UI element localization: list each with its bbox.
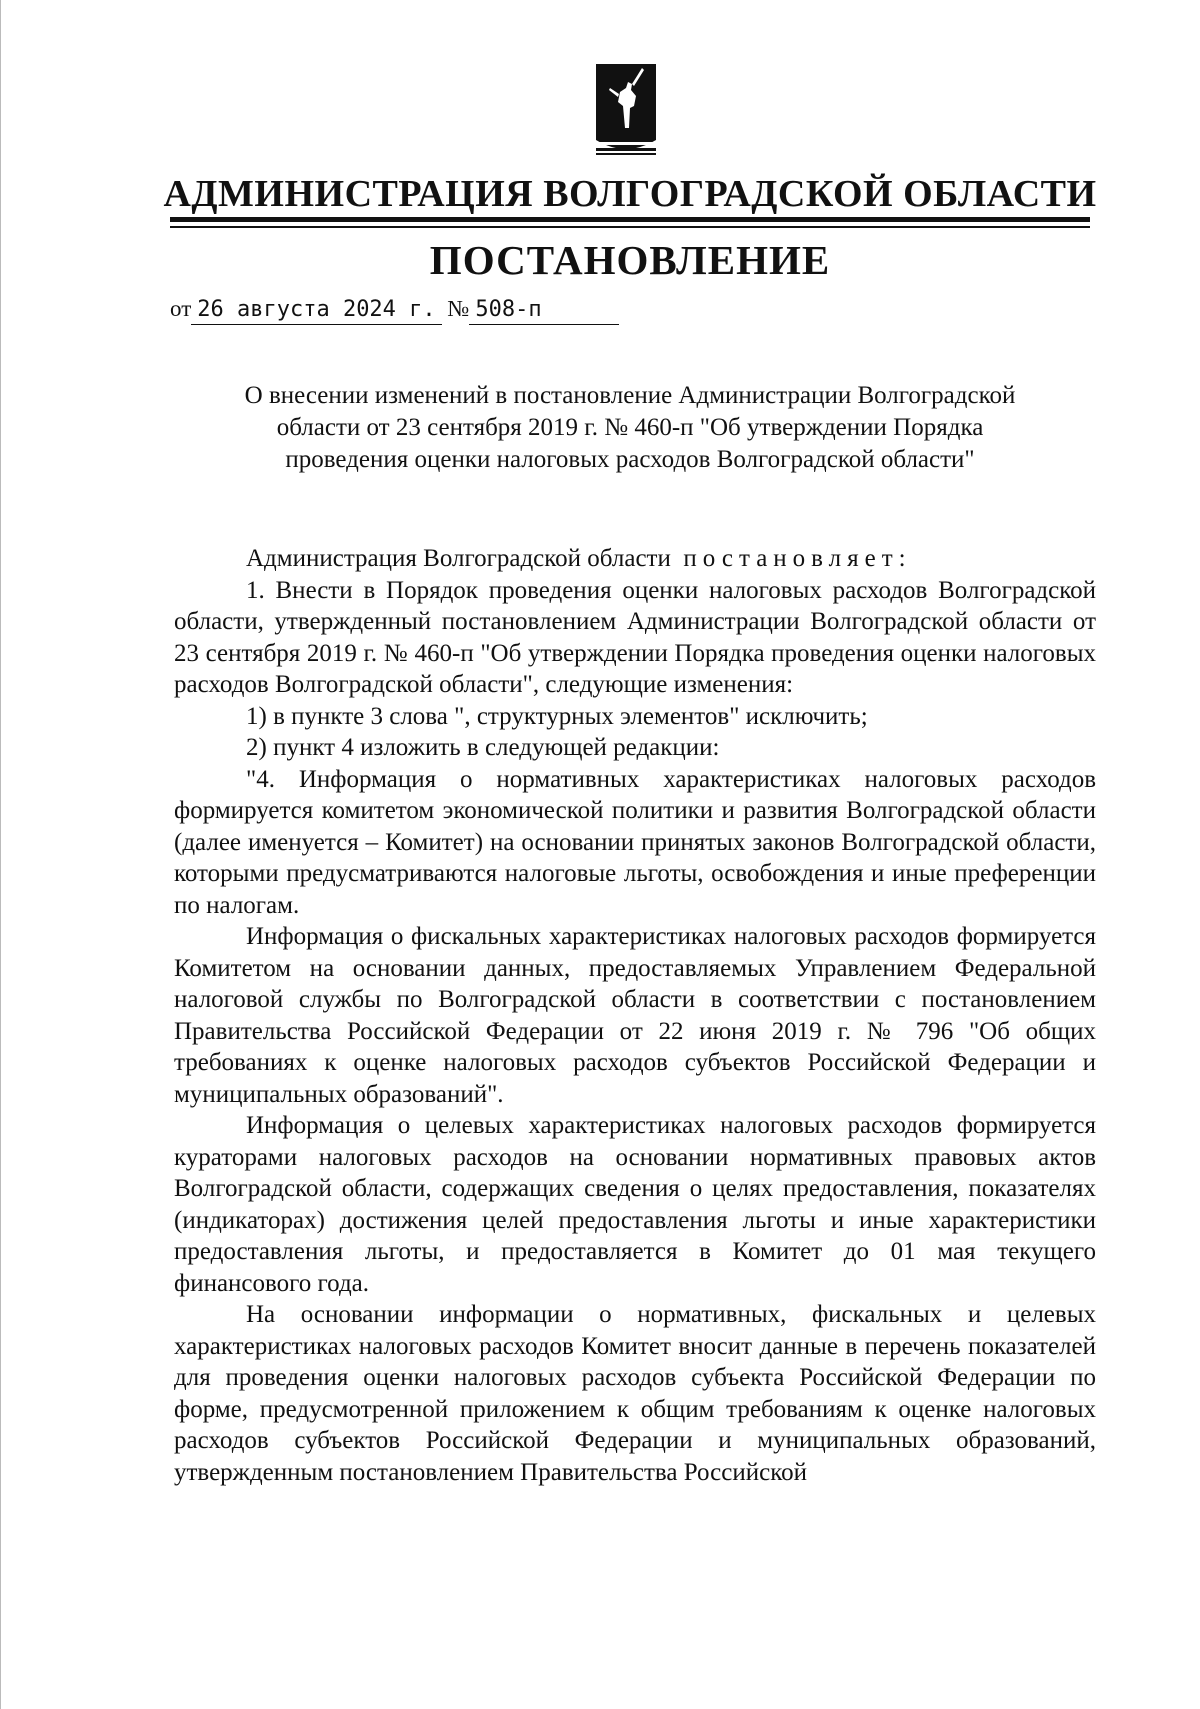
subject-line: проведения оценки налоговых расходов Волгоградской области" [285, 446, 975, 473]
paragraph: 1. Внести в Порядок проведения оценки налоговых расходов Волгоградской области, утвержденный постановлением Администрации Волгоградской области от 23 сентября 2019 г. № 460-п "Об утверждении Порядка проведения оценки налоговых расходов Волгоградской области", следующие изменения: [174, 576, 1096, 698]
paragraph: 1) в пункте 3 слова ", структурных элементов" исключить; [246, 702, 868, 730]
number-label: № [447, 296, 470, 321]
paragraph: Информация о целевых характеристиках налоговых расходов формируется кураторами налоговых расходов на основании нормативных правовых актов Волгоградской области, содержащих сведения о целях предоставления, показателях (индикаторах) достижения целей предоставления льготы и иные характеристики предоставления льготы, и предоставляется в Комитет до 01 мая текущего финансового года. [174, 1112, 1096, 1297]
dateline [170, 296, 619, 325]
paragraph: "4. Информация о нормативных характеристиках налоговых расходов формируется комитетом экономической политики и развития Волгоградской области (далее именуется – Комитет) на основании принятых законов Волгоградской области, которыми предусматриваются налоговые льготы, освобождения и иные преференции по налогам. [174, 765, 1096, 919]
header-rule-thin [170, 226, 1090, 228]
organization-title: АДМИНИСТРАЦИЯ ВОЛГОГРАДСКОЙ ОБЛАСТИ [163, 173, 1097, 215]
subject-line: области от 23 сентября 2019 г. № 460-п "Об утверждении Порядка [276, 414, 984, 441]
preamble [174, 543, 1096, 575]
subject-line: О внесении изменений в постановление Администрации Волгоградской [244, 382, 1016, 409]
paragraph: На основании информации о нормативных, фискальных и целевых характеристиках налоговых расходов Комитет вносит данные в перечень показателей для проведения оценки налоговых расходов субъекта Российской Федерации по форме, предусмотренной приложением к общим требованиям к оценке налоговых расходов субъектов Российской Федерации и муниципальных образований, утвержденным постановлением Правительства Российской [174, 1301, 1096, 1486]
date-from-label: от [170, 296, 192, 321]
header-rule-thick [170, 217, 1090, 222]
preamble-verb: постановляет: [683, 545, 912, 572]
paragraph: Информация о фискальных характеристиках налоговых расходов формируется Комитетом на основании данных, предоставляемых Управлением Федеральной налоговой службы по Волгоградской области в соответствии с постановлением Правительства Российской Федерации от 22 июня 2019 г. № 796 "Об общих требованиях к оценке налоговых расходов субъектов Российской Федерации и муниципальных образований". [174, 923, 1096, 1108]
paragraph: 2) пункт 4 изложить в следующей редакции: [246, 734, 720, 761]
document-body [174, 543, 1096, 1488]
scan-edge [0, 0, 1, 1709]
document-date: 26 августа 2024 г. [191, 297, 441, 325]
preamble-text: Администрация Волгоградской области [246, 545, 671, 572]
document-subject [160, 380, 1100, 476]
coat-of-arms-icon [592, 62, 660, 158]
document-number: 508-п [469, 297, 619, 325]
document-type-title: ПОСТАНОВЛЕНИЕ [429, 237, 831, 283]
